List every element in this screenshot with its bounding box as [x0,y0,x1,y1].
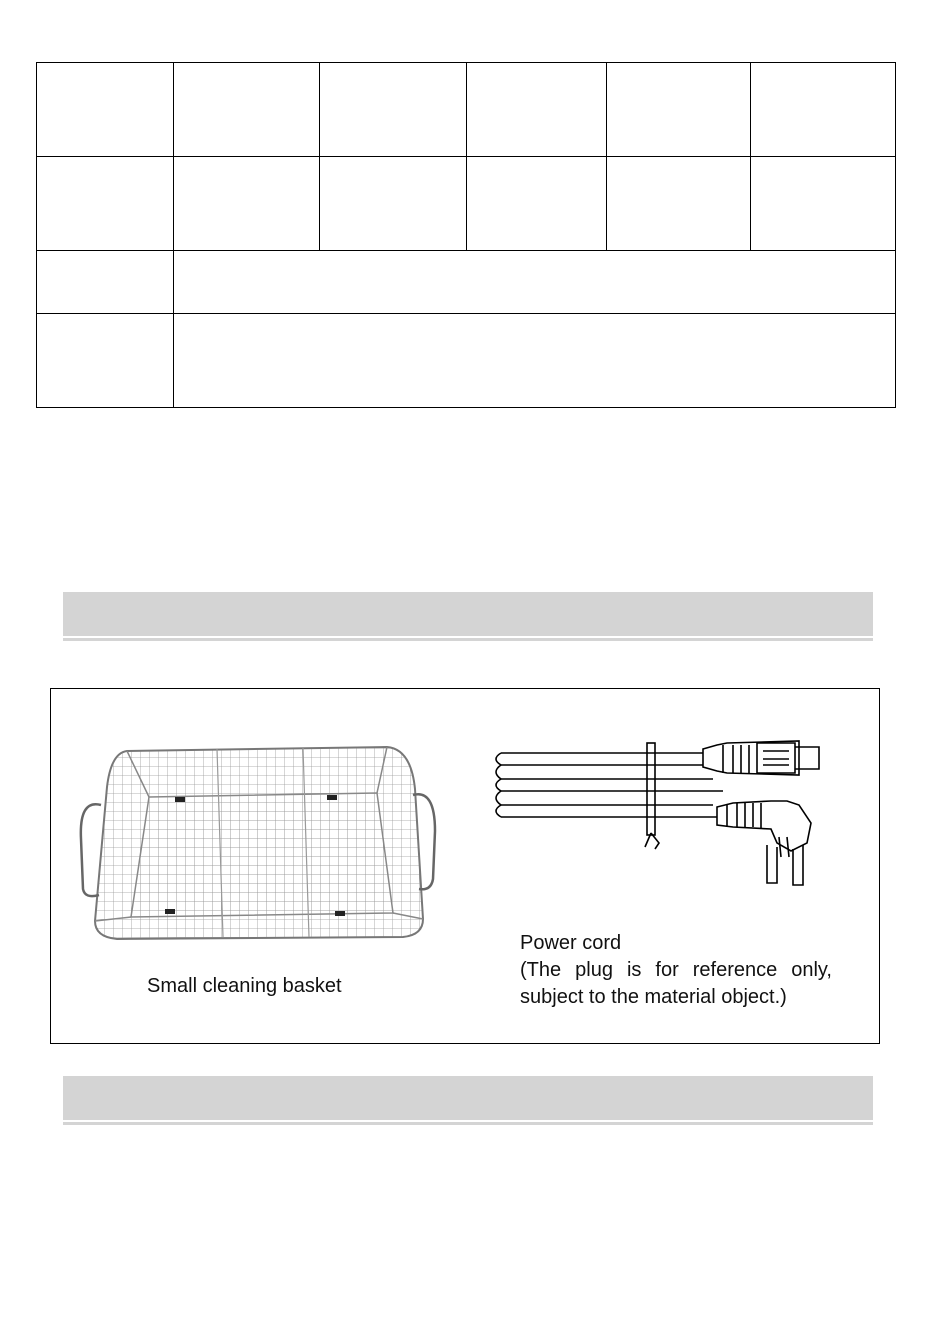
table-cell [174,157,320,251]
table-cell [320,157,467,251]
table-row [37,251,896,314]
table-cell [174,63,320,157]
table-cell [174,314,896,408]
section-divider [63,1122,873,1125]
basket-caption: Small cleaning basket [147,975,342,997]
power-cord-caption [520,930,832,1011]
table-cell [467,157,607,251]
table-cell [174,251,896,314]
table-cell [320,63,467,157]
section-header-bar [63,592,873,636]
table-cell [37,63,174,157]
table-row [37,157,896,251]
table-cell [607,157,751,251]
table-row [37,314,896,408]
power-cord-note-line2: subject to the material object.) [520,986,787,1008]
table-cell [37,314,174,408]
section-header-bar [63,1076,873,1120]
table-cell [607,63,751,157]
table-cell [37,251,174,314]
table-row [37,63,896,157]
power-cord-icon [487,733,837,913]
table-cell [37,157,174,251]
power-cord-title: Power cord [520,932,622,954]
section-divider [63,638,873,641]
cleaning-basket-icon [77,739,437,949]
power-cord-note-line1: (The plug is for reference only, [520,959,832,981]
table-cell [751,157,896,251]
table-cell [467,63,607,157]
table-cell [751,63,896,157]
spec-table [36,62,896,408]
accessories-panel [50,688,880,1044]
